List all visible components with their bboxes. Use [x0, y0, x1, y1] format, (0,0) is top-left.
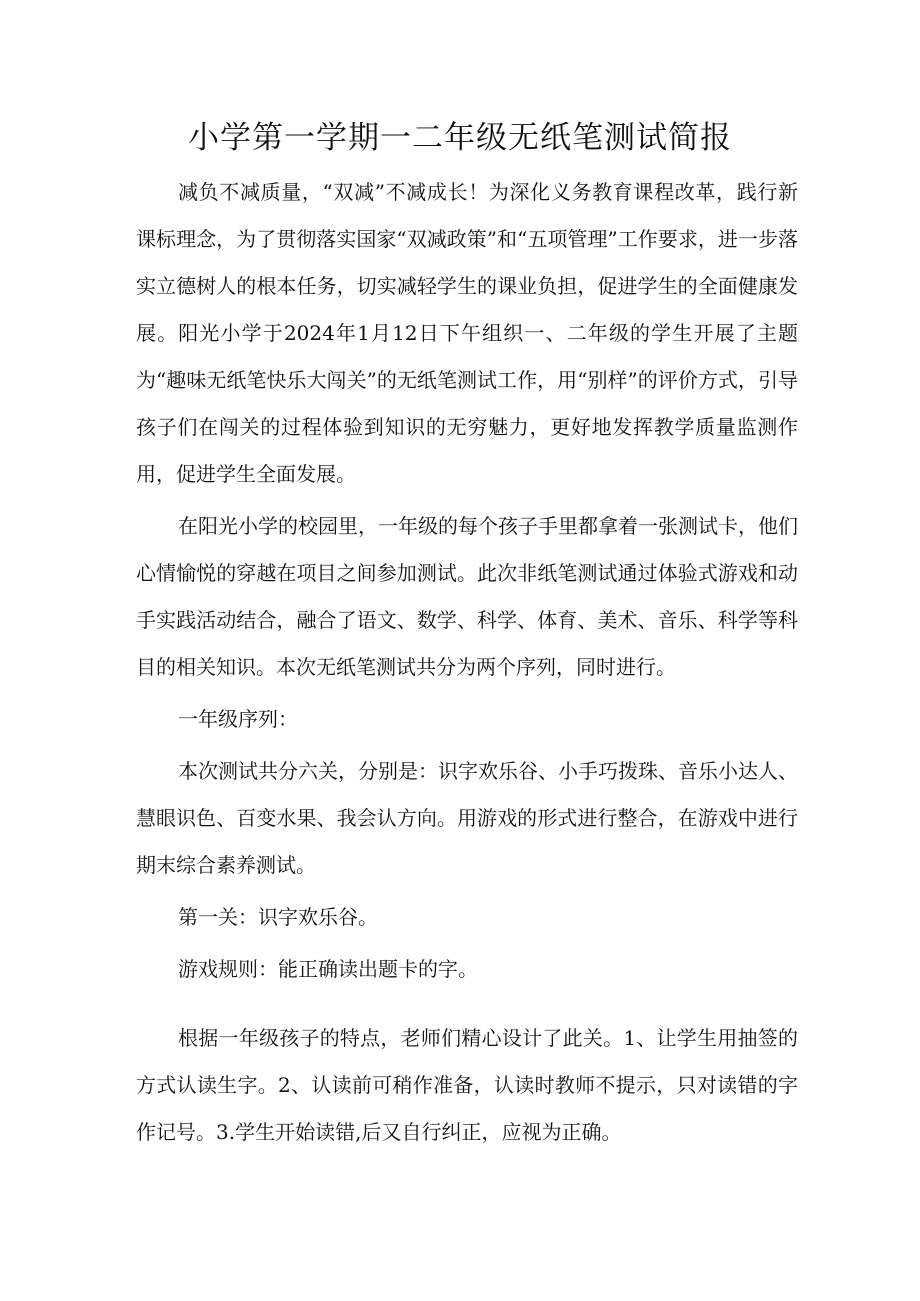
paragraph-design: 根据一年级孩子的特点，老师们精心设计了此关。1、让学生用抽签的方式认读生字。2、认读前可稍作准备，认读时教师不提示，只对读错的字作记号。3.学生开始读错,后又自行纠正，应视为正确。	[136, 1026, 798, 1144]
paragraph-grade-one-heading: 一年级序列：	[178, 707, 298, 731]
paragraph-level-one: 第一关：识字欢乐谷。	[178, 905, 378, 929]
paragraph-game-rules: 游戏规则：能正确读出题卡的字。	[178, 957, 478, 981]
document-body	[136, 169, 798, 1156]
paragraph-six-levels: 本次测试共分六关，分别是：识字欢乐谷、小手巧拨珠、音乐小达人、慧眼识色、百变水果、我会认方向。用游戏的形式进行整合，在游戏中进行期末综合素养测试。	[136, 759, 798, 877]
paragraph-campus: 在阳光小学的校园里，一年级的每个孩子手里都拿着一张测试卡，他们心情愉悦的穿越在项目之间参加测试。此次非纸笔测试通过体验式游戏和动手实践活动结合，融合了语文、数学、科学、体育、美术、音乐、科学等科目的相关知识。本次无纸笔测试共分为两个序列，同时进行。	[136, 514, 798, 679]
document-title: 小学第一学期一二年级无纸笔测试简报	[188, 120, 732, 156]
paragraph-intro: 减负不减质量，“双减”不减成长！为深化义务教育课程改革，践行新课标理念，为了贯彻落实国家“双减政策”和“五项管理”工作要求，进一步落实立德树人的根本任务，切实减轻学生的课业负担，促进学生的全面健康发展。阳光小学于2024年1月12日下午组织一、二年级的学生开展了主题为“趣味无纸笔快乐大闯关”的无纸笔测试工作，用“别样”的评价方式，引导孩子们在闯关的过程体验到知识的无穷魅力，更好地发挥教学质量监测作用，促进学生全面发展。	[136, 180, 798, 486]
